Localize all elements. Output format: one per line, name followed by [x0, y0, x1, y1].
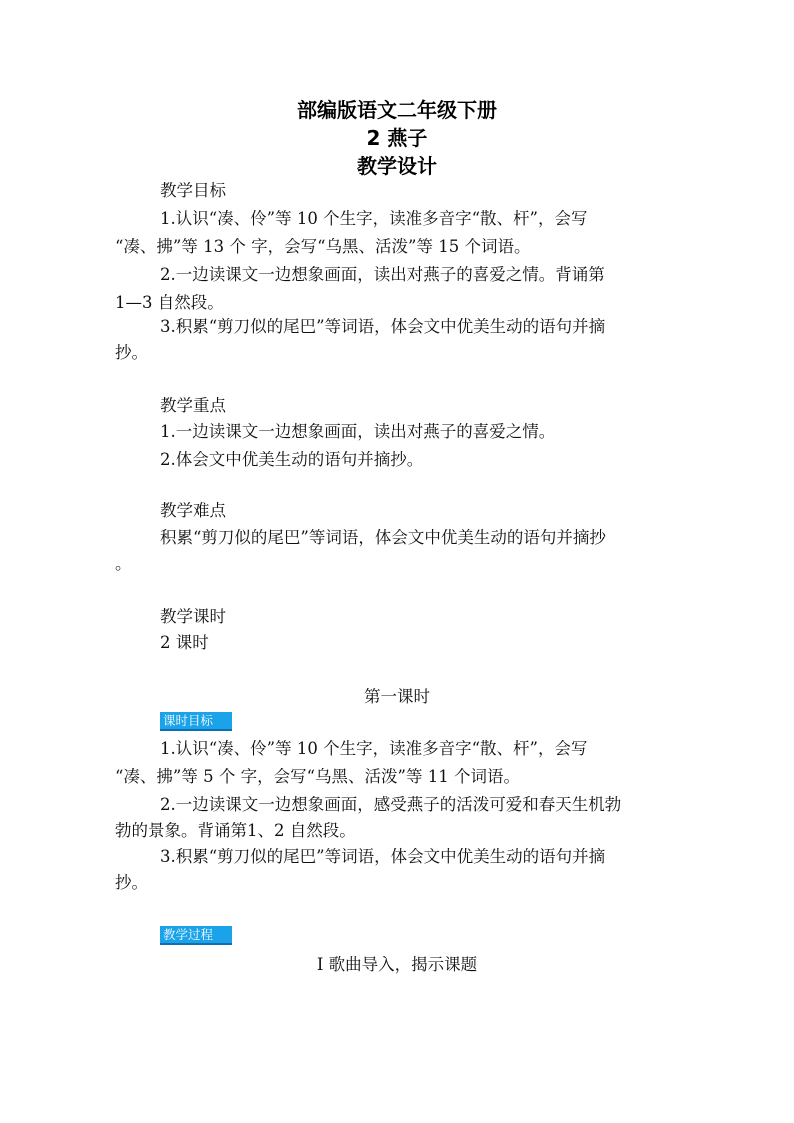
design-title: 教学设计 [357, 154, 437, 178]
process-tag-underline [160, 943, 232, 945]
lesson1-line-3: 2.一边读课文一边想象画面，感受燕子的活泼可爱和春天生机勃 [160, 795, 622, 814]
key-points-heading: 教学重点 [160, 396, 226, 415]
goals-line-5: 3.积累“剪刀似的尾巴”等词语，体会文中优美生动的语句并摘 [160, 317, 606, 336]
process-section-1: Ⅰ 歌曲导入，揭示课题 [316, 955, 478, 974]
hours-heading: 教学课时 [160, 607, 226, 626]
lesson-goals-tag: 课时目标 [160, 712, 232, 729]
lesson1-line-2: “凑、拂”等 5 个 字，会写“乌黑、活泼”等 11 个词语。 [115, 767, 520, 786]
difficulties-line-2: 。 [115, 554, 132, 573]
goals-line-3: 2.一边读课文一边想象画面，读出对燕子的喜爱之情。背诵第 [160, 265, 605, 284]
difficulties-heading: 教学难点 [160, 501, 226, 520]
lesson1-title: 第一课时 [364, 687, 430, 706]
document-title: 部编版语文二年级下册 [297, 98, 497, 122]
goals-line-4: 1—3 自然段。 [115, 293, 224, 312]
hours-value: 2 课时 [160, 633, 209, 652]
key-points-line-2: 2.体会文中优美生动的语句并摘抄。 [160, 450, 424, 469]
goals-line-1: 1.认识“凑、伶”等 10 个生字，读准多音字“散、杆”，会写 [160, 209, 588, 228]
lesson-goals-tag-underline [160, 729, 232, 731]
lesson1-line-1: 1.认识“凑、伶”等 10 个生字，读准多音字“散、杆”，会写 [160, 739, 588, 758]
goals-line-6: 抄。 [115, 343, 148, 362]
lesson-title: 2 燕子 [366, 126, 428, 150]
key-points-line-1: 1.一边读课文一边想象画面，读出对燕子的喜爱之情。 [160, 422, 556, 441]
difficulties-line-1: 积累“剪刀似的尾巴”等词语，体会文中优美生动的语句并摘抄 [160, 528, 606, 547]
process-tag: 教学过程 [160, 926, 232, 943]
lesson1-line-5: 3.积累“剪刀似的尾巴”等词语，体会文中优美生动的语句并摘 [160, 847, 606, 866]
goals-heading: 教学目标 [160, 181, 226, 200]
goals-line-2: “凑、拂”等 13 个 字，会写“乌黑、活泼”等 15 个词语。 [115, 237, 531, 256]
lesson1-line-6: 抄。 [115, 873, 148, 892]
lesson1-line-4: 勃的景象。背诵第1、2 自然段。 [115, 821, 356, 840]
